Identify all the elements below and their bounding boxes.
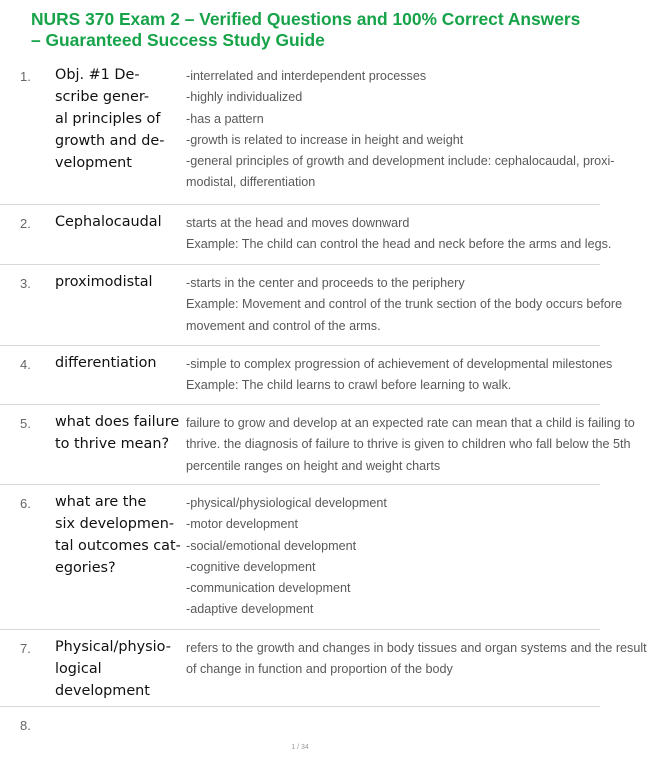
document-title [31, 9, 596, 51]
card-definition: -simple to complex progression of achievement of developmental milestones Example: The child learns to crawl before learning to walk. [186, 357, 613, 393]
page-number: 1 / 34 [291, 744, 309, 751]
flashcard-row [0, 205, 612, 265]
card-number: 8. [20, 718, 31, 733]
card-number: 2. [20, 216, 31, 231]
card-definition: starts at the head and moves downward Example: The child can control the head and neck before the arms and legs. [186, 216, 612, 252]
flashcard-row [0, 707, 600, 747]
flashcard-list [0, 58, 647, 747]
flashcard-row [0, 630, 647, 707]
title-line: NURS 370 Exam 2 – Verified Questions and 100% Correct Answers [31, 9, 581, 29]
card-number: 1. [20, 69, 31, 84]
card-term: Cephalocaudal [55, 214, 162, 230]
card-definition: -physical/physiological development -motor development -social/emotional development -cognitive development -communication development -adaptive development [186, 496, 387, 617]
flashcard-row [0, 265, 623, 346]
card-term: Physical/physio- logical development [55, 639, 171, 699]
card-term: what does failure to thrive mean? [55, 414, 180, 452]
card-definition: -interrelated and interdependent processes -highly individualized -has a pattern -growth is related to increase in height and weight -general principles of growth and development include: cephalocaudal, proxi- modistal, differentiation [186, 69, 615, 190]
flashcard-row [0, 485, 600, 630]
flashcard-row [0, 405, 635, 485]
card-term: proximodistal [55, 274, 153, 290]
flashcard-row [0, 58, 615, 205]
card-term: differentiation [55, 355, 157, 371]
card-number: 5. [20, 416, 31, 431]
flashcard-row [0, 346, 613, 405]
card-number: 6. [20, 496, 31, 511]
card-number: 3. [20, 276, 31, 291]
card-term: Obj. #1 De- scribe gener- al principles of growth and de- velopment [55, 67, 165, 171]
card-term: what are the six developmen- tal outcomes cat- egories? [55, 494, 181, 576]
card-number: 4. [20, 357, 31, 372]
card-definition: -starts in the center and proceeds to the periphery Example: Movement and control of the trunk section of the body occurs before movement and control of the arms. [186, 276, 623, 333]
card-definition: failure to grow and develop at an expected rate can mean that a child is failing to thrive. the diagnosis of failure to thrive is given to children who fall below the 5th percentile ranges on height and weight charts [186, 416, 635, 473]
title-line: – Guaranteed Success Study Guide [31, 30, 325, 50]
card-definition: refers to the growth and changes in body tissues and organ systems and the result of change in function and proportion of the body [186, 641, 647, 677]
card-number: 7. [20, 641, 31, 656]
